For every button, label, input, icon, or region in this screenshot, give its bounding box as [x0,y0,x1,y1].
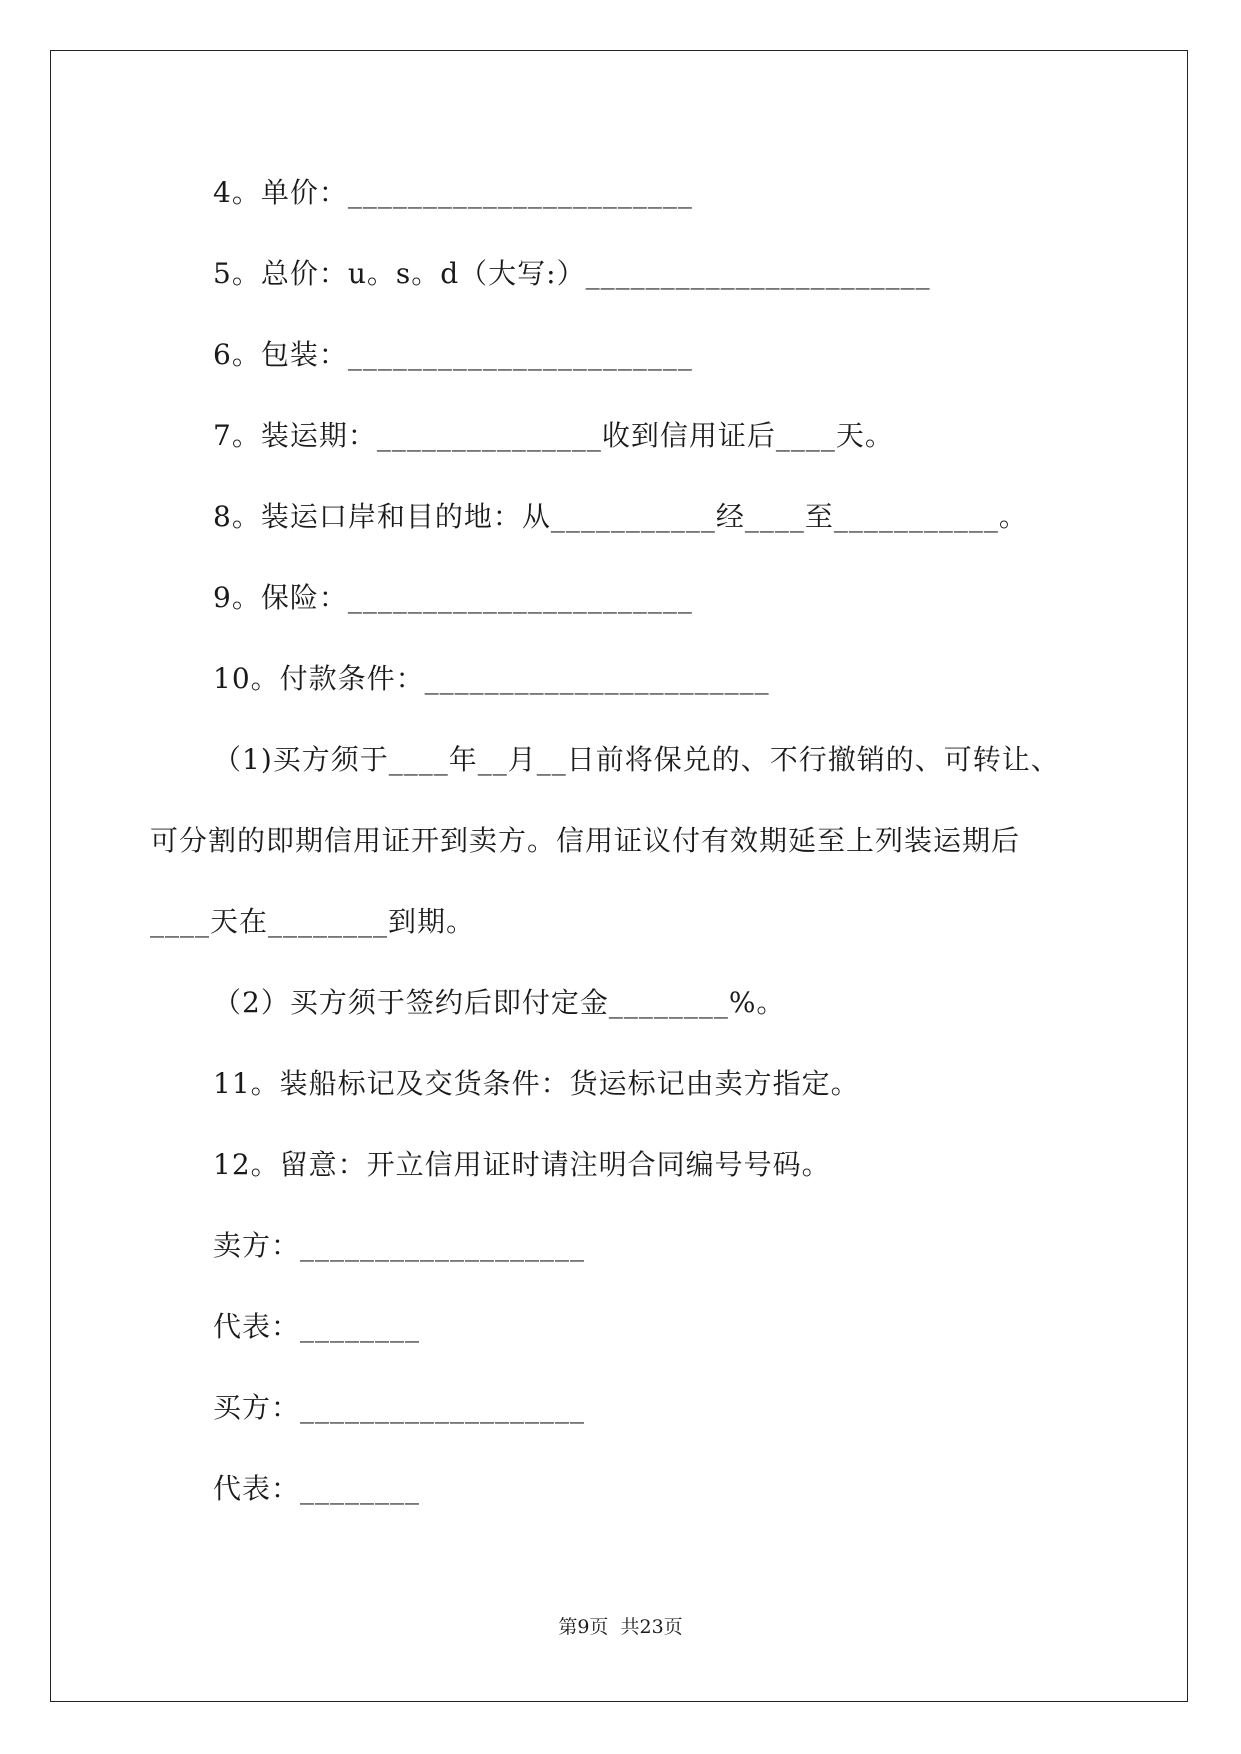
item-packing: 6。包装：_______________________ [213,338,693,371]
item-payment-terms: 10。付款条件：_______________________ [213,662,770,695]
item-unit-price: 4。单价：_______________________ [213,176,693,209]
page-number-footer: 第9页 共23页 [558,1616,683,1638]
item-shipping-marks: 11。装船标记及交货条件：货运标记由卖方指定。 [213,1067,860,1100]
page-border [50,50,1188,1702]
seller-signature-line: 卖方：___________________ [213,1229,586,1262]
clause-1-line-3: ____天在________到期。 [150,905,476,938]
item-shipment-period: 7。装运期：_______________收到信用证后____天。 [213,419,894,452]
clause-2: （2）买方须于签约后即付定金________%。 [213,986,786,1019]
item-notice: 12。留意：开立信用证时请注明合同编号号码。 [213,1148,831,1181]
item-port-destination: 8。装运口岸和目的地：从___________经____至___________。 [213,500,1028,533]
seller-representative-line: 代表：________ [213,1310,421,1343]
item-total-price: 5。总价：u。s。d（大写:）_______________________ [213,257,931,290]
buyer-signature-line: 买方：___________________ [213,1391,586,1424]
clause-1-line-2: 可分割的即期信用证开到卖方。信用证议付有效期延至上列装运期后 [150,824,1021,857]
clause-1-line-1: （1)买方须于____年__月__日前将保兑的、不行撤销的、可转让、 [213,743,1060,776]
buyer-representative-line: 代表：________ [213,1472,421,1505]
item-insurance: 9。保险：_______________________ [213,581,693,614]
